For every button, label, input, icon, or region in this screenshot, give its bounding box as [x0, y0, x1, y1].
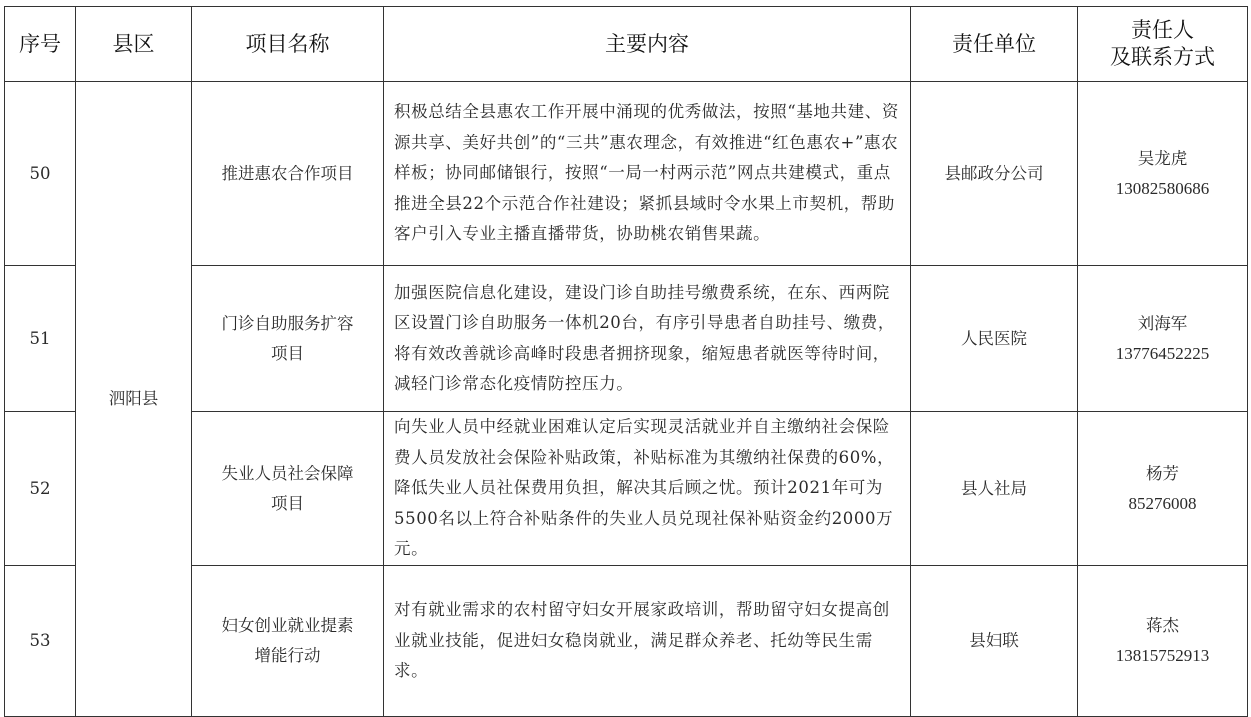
- row-unit: 县邮政分公司: [911, 82, 1078, 266]
- header-seq: 序号: [5, 7, 76, 82]
- contact-phone: 13815752913: [1115, 646, 1210, 665]
- contact-phone: 85276008: [1128, 493, 1197, 513]
- row-content: 积极总结全县惠农工作开展中涌现的优秀做法，按照“基地共建、资源共享、美好共创”的“三共”惠农理念，有效推进“红色惠农+”惠农样板；协同邮储银行，按照“一局一村两示范”网点共建模式，重点推进全县22个示范合作社建设；紧抓县域时令水果上市契机，帮助客户引入专业主播直播带货，协助桃农销售果蔬。: [384, 82, 911, 266]
- row-content: 加强医院信息化建设，建设门诊自助挂号缴费系统，在东、西两院区设置门诊自助服务一体机20台，有序引导患者自助挂号、缴费，将有效改善就诊高峰时段患者拥挤现象，缩短患者就医等待时间，减轻门诊常态化疫情防控压力。: [384, 266, 911, 412]
- header-contact-line2: 及联系方式: [1110, 45, 1215, 69]
- project-name-line: 项目: [271, 493, 304, 513]
- row-project: [192, 412, 384, 566]
- row-contact: [1078, 566, 1248, 717]
- row-unit: 人民医院: [911, 266, 1078, 412]
- contact-phone: 13776452225: [1115, 343, 1210, 363]
- project-name-line: 项目: [271, 343, 304, 363]
- contact-person: 刘海军: [1137, 313, 1188, 333]
- row-seq: 50: [5, 82, 76, 266]
- project-name-line: 推进惠农合作项目: [221, 163, 354, 183]
- row-content: 向失业人员中经就业困难认定后实现灵活就业并自主缴纳社会保险费人员发放社会保险补贴政策，补贴标准为其缴纳社保费的60%，降低失业人员社保费用负担，解决其后顾之忧。预计2021年可为5500名以上符合补贴条件的失业人员兑现社保补贴资金约2000万元。: [384, 412, 911, 566]
- row-unit: 县妇联: [911, 566, 1078, 717]
- project-table: [4, 6, 1248, 717]
- header-county: 县区: [76, 7, 192, 82]
- row-project: [192, 82, 384, 266]
- row-seq: 51: [5, 266, 76, 412]
- contact-person: 杨芳: [1146, 463, 1179, 483]
- header-unit: 责任单位: [911, 7, 1078, 82]
- row-project: [192, 566, 384, 717]
- row-content: 对有就业需求的农村留守妇女开展家政培训，帮助留守妇女提高创业就业技能，促进妇女稳岗就业，满足群众养老、托幼等民生需求。: [384, 566, 911, 717]
- project-name-line: 增能行动: [254, 646, 321, 665]
- county-cell: 泗阳县: [76, 82, 192, 717]
- row-contact: [1078, 266, 1248, 412]
- header-content: 主要内容: [384, 7, 911, 82]
- contact-phone: 13082580686: [1115, 178, 1210, 198]
- contact-person: 吴龙虎: [1137, 148, 1188, 168]
- table-row: [5, 566, 1248, 717]
- project-name-line: 门诊自助服务扩容: [221, 313, 354, 333]
- table-row: [5, 266, 1248, 412]
- row-seq: 53: [5, 566, 76, 717]
- row-project: [192, 266, 384, 412]
- header-project: 项目名称: [192, 7, 384, 82]
- contact-person: 蒋杰: [1146, 616, 1179, 635]
- row-contact: [1078, 412, 1248, 566]
- header-row: [5, 7, 1248, 82]
- table-row: [5, 412, 1248, 566]
- header-contact-line1: 责任人: [1131, 18, 1194, 42]
- project-name-line: 失业人员社会保障: [221, 463, 354, 483]
- header-contact: [1078, 7, 1248, 82]
- project-name-line: 妇女创业就业提素: [221, 616, 354, 635]
- table-row: [5, 82, 1248, 266]
- row-seq: 52: [5, 412, 76, 566]
- row-contact: [1078, 82, 1248, 266]
- row-unit: 县人社局: [911, 412, 1078, 566]
